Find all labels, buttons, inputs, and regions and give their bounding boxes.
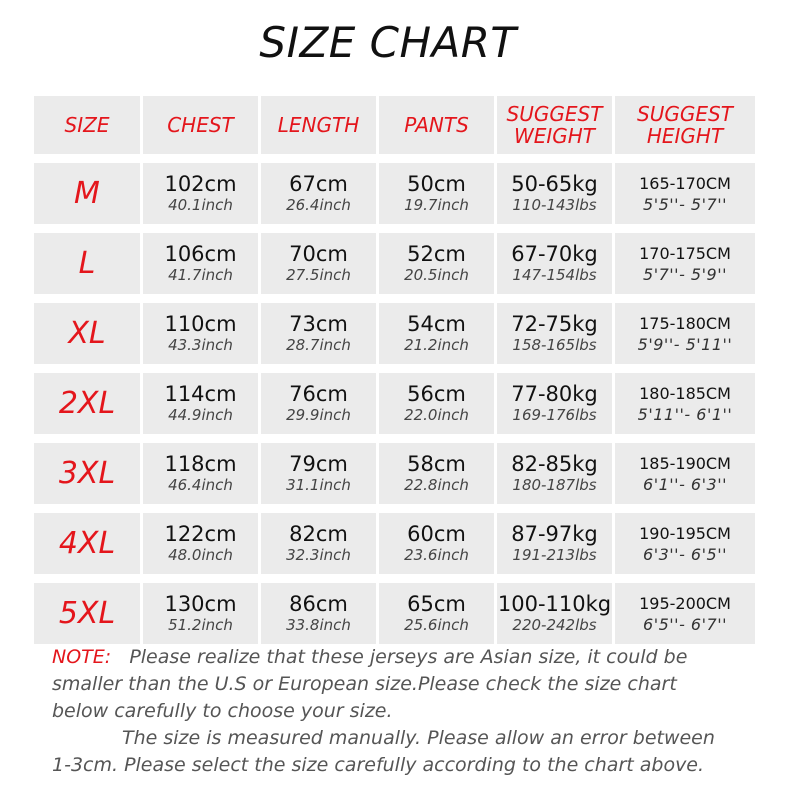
note-block [52, 644, 772, 779]
cell-chest [143, 443, 258, 504]
cell-height [615, 373, 755, 434]
note-line-1 [52, 644, 772, 671]
size-label: L [34, 233, 140, 294]
weight-value-alt: 110-143lbs [512, 196, 597, 214]
height-value: 190-195CM [639, 523, 731, 543]
size-label: M [34, 163, 140, 224]
cell-weight [497, 583, 612, 644]
length-value: 76cm [289, 382, 348, 406]
height-value: 180-185CM [639, 383, 731, 403]
note-line-5: 1-3cm. Please select the size carefully according to the chart above. [52, 754, 705, 776]
cell-length [261, 233, 376, 294]
length-value-alt: 31.1inch [286, 476, 351, 494]
chest-value-alt: 41.7inch [168, 266, 233, 284]
cell-weight [497, 443, 612, 504]
pants-value: 65cm [407, 592, 466, 616]
pants-value-alt: 22.0inch [404, 406, 469, 424]
chest-value: 114cm [164, 382, 237, 406]
chest-value-alt: 46.4inch [168, 476, 233, 494]
length-value: 70cm [289, 242, 348, 266]
weight-value: 77-80kg [511, 382, 598, 406]
length-value-alt: 26.4inch [286, 196, 351, 214]
cell-pants [379, 233, 494, 294]
pants-value: 52cm [407, 242, 466, 266]
header-pants: PANTS [379, 96, 494, 154]
chest-value: 122cm [164, 522, 237, 546]
weight-value: 72-75kg [511, 312, 598, 336]
pants-value: 60cm [407, 522, 466, 546]
cell-pants [379, 163, 494, 224]
chest-value: 118cm [164, 452, 237, 476]
pants-value: 56cm [407, 382, 466, 406]
length-value-alt: 28.7inch [286, 336, 351, 354]
length-value-alt: 29.9inch [286, 406, 351, 424]
cell-chest [143, 233, 258, 294]
header-suggest-weight [497, 96, 612, 154]
cell-length [261, 373, 376, 434]
weight-value-alt: 180-187lbs [512, 476, 597, 494]
cell-length [261, 583, 376, 644]
height-value: 185-190CM [639, 453, 731, 473]
chest-value-alt: 51.2inch [168, 616, 233, 634]
chest-value: 130cm [164, 592, 237, 616]
header-suggest-weight-line: SUGGEST [506, 102, 603, 126]
height-value-alt: 5'9''- 5'11'' [637, 334, 733, 354]
length-value: 79cm [289, 452, 348, 476]
note-line-4: The size is measured manually. Please allow an error between [122, 727, 715, 749]
height-value: 165-170CM [639, 173, 731, 193]
note-line-3: below carefully to choose your size. [52, 700, 393, 722]
weight-value-alt: 158-165lbs [512, 336, 597, 354]
height-value: 175-180CM [639, 313, 731, 333]
chest-value: 102cm [164, 172, 237, 196]
header-suggest-height [615, 96, 755, 154]
cell-length [261, 443, 376, 504]
cell-chest [143, 303, 258, 364]
header-chest: CHEST [143, 96, 258, 154]
size-label: 3XL [34, 443, 140, 504]
cell-pants [379, 303, 494, 364]
cell-length [261, 303, 376, 364]
cell-length [261, 163, 376, 224]
length-value: 82cm [289, 522, 348, 546]
chest-value-alt: 40.1inch [168, 196, 233, 214]
height-value-alt: 6'1''- 6'3'' [643, 474, 727, 494]
header-length: LENGTH [261, 96, 376, 154]
note-line-2: smaller than the U.S or European size.Please check the size chart [52, 673, 677, 695]
length-value: 73cm [289, 312, 348, 336]
header-size: SIZE [34, 96, 140, 154]
weight-value-alt: 191-213lbs [512, 546, 597, 564]
size-label: 5XL [34, 583, 140, 644]
cell-pants [379, 443, 494, 504]
pants-value-alt: 25.6inch [404, 616, 469, 634]
cell-weight [497, 303, 612, 364]
cell-pants [379, 513, 494, 574]
cell-height [615, 513, 755, 574]
pants-value: 50cm [407, 172, 466, 196]
height-value-alt: 5'5''- 5'7'' [643, 194, 727, 214]
height-value-alt: 6'3''- 6'5'' [643, 544, 727, 564]
page-title: SIZE CHART [259, 18, 517, 67]
cell-weight [497, 513, 612, 574]
size-label: 2XL [34, 373, 140, 434]
cell-length [261, 513, 376, 574]
cell-height [615, 233, 755, 294]
pants-value-alt: 23.6inch [404, 546, 469, 564]
chest-value-alt: 44.9inch [168, 406, 233, 424]
cell-weight [497, 163, 612, 224]
chest-value-alt: 48.0inch [168, 546, 233, 564]
cell-chest [143, 583, 258, 644]
height-value: 170-175CM [639, 243, 731, 263]
weight-value: 67-70kg [511, 242, 598, 266]
height-value-alt: 5'11''- 6'1'' [637, 404, 733, 424]
length-value-alt: 27.5inch [286, 266, 351, 284]
length-value-alt: 32.3inch [286, 546, 351, 564]
cell-height [615, 583, 755, 644]
header-suggest-weight-line: WEIGHT [513, 124, 596, 148]
cell-chest [143, 513, 258, 574]
height-value: 195-200CM [639, 593, 731, 613]
cell-chest [143, 373, 258, 434]
pants-value-alt: 21.2inch [404, 336, 469, 354]
pants-value-alt: 19.7inch [404, 196, 469, 214]
weight-value: 82-85kg [511, 452, 598, 476]
weight-value-alt: 169-176lbs [512, 406, 597, 424]
cell-height [615, 443, 755, 504]
weight-value-alt: 147-154lbs [512, 266, 597, 284]
cell-height [615, 163, 755, 224]
weight-value: 100-110kg [497, 592, 612, 616]
chest-value: 106cm [164, 242, 237, 266]
length-value-alt: 33.8inch [286, 616, 351, 634]
weight-value: 50-65kg [511, 172, 598, 196]
chest-value-alt: 43.3inch [168, 336, 233, 354]
pants-value: 58cm [407, 452, 466, 476]
cell-pants [379, 373, 494, 434]
cell-weight [497, 233, 612, 294]
weight-value: 87-97kg [511, 522, 598, 546]
cell-height [615, 303, 755, 364]
cell-chest [143, 163, 258, 224]
height-value-alt: 5'7''- 5'9'' [643, 264, 727, 284]
note-text-1: Please realize that these jerseys are Asian size, it could be [129, 646, 688, 668]
length-value: 86cm [289, 592, 348, 616]
chest-value: 110cm [164, 312, 237, 336]
size-label: 4XL [34, 513, 140, 574]
size-label: XL [34, 303, 140, 364]
pants-value: 54cm [407, 312, 466, 336]
pants-value-alt: 20.5inch [404, 266, 469, 284]
header-suggest-height-line: HEIGHT [646, 124, 724, 148]
pants-value-alt: 22.8inch [404, 476, 469, 494]
cell-weight [497, 373, 612, 434]
weight-value-alt: 220-242lbs [512, 616, 597, 634]
cell-pants [379, 583, 494, 644]
note-label: NOTE: [52, 646, 112, 668]
length-value: 67cm [289, 172, 348, 196]
size-chart-table [34, 96, 768, 644]
height-value-alt: 6'5''- 6'7'' [643, 614, 727, 634]
header-suggest-height-line: SUGGEST [637, 102, 733, 126]
